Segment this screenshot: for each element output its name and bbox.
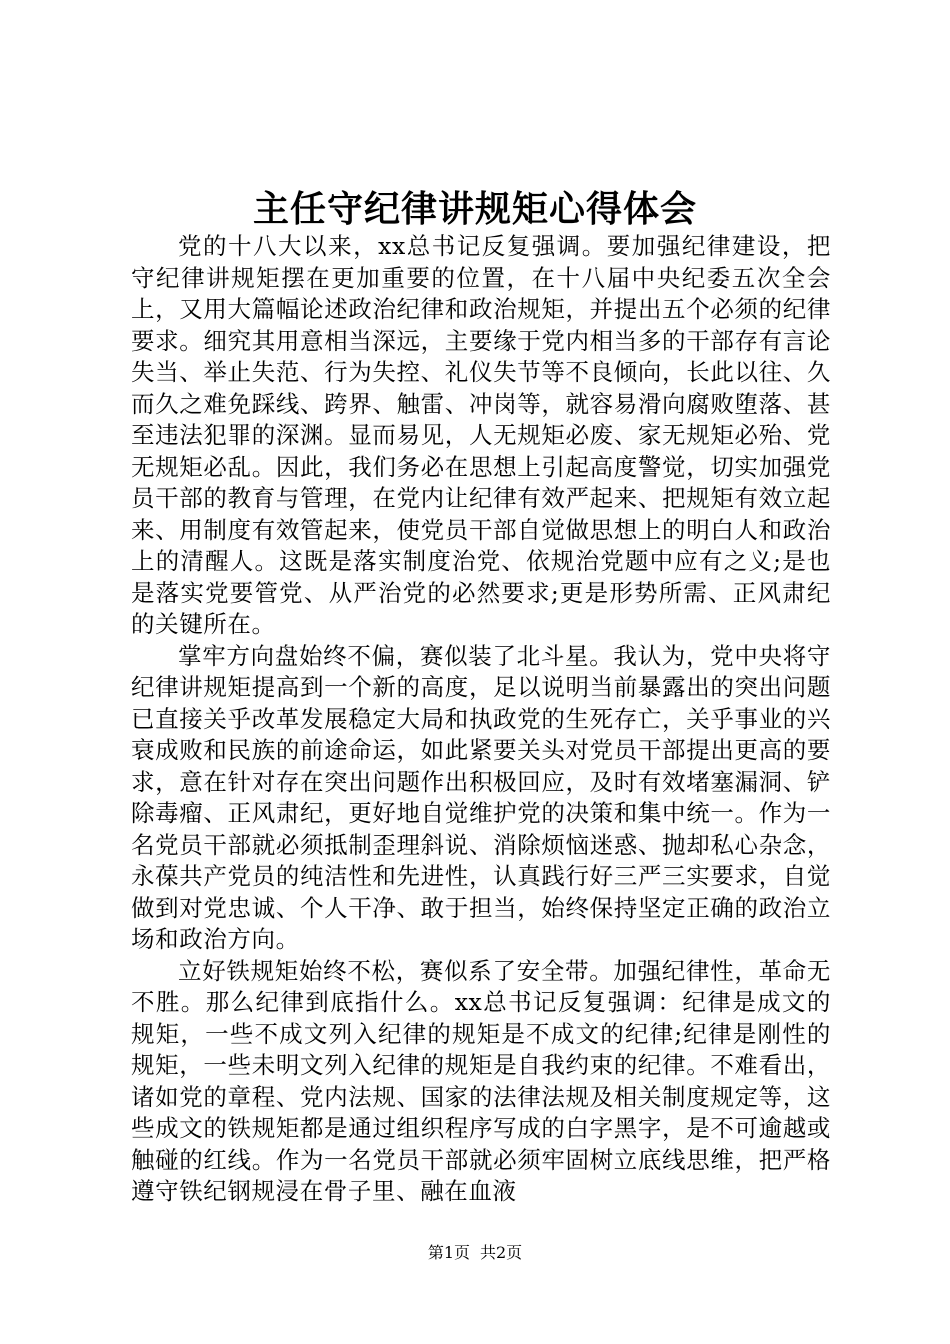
paragraph-2: 掌牢方向盘始终不偏，赛似装了北斗星。我认为，党中央将守纪律讲规矩提高到一个新的高度，足以说明当前暴露出的突出问题已直接关乎改革发展稳定大局和执政党的生死存亡，关乎事业的兴衰成败和民族的前途命运，如此紧要关头对党员干部提出更高的要求，意在针对存在突出问题作出积极回应，及时有效堵塞漏洞、铲除毒瘤、正风肃纪，更好地自觉维护党的决策和集中统一。作为一名党员干部就必须抵制歪理斜说、消除烦恼迷惑、抛却私心杂念，永葆共产党员的纯洁性和先进性，认真践行好三严三实要求，自觉做到对党忠诚、个人干净、敢于担当，始终保持坚定正确的政治立场和政治方向。	[131, 641, 831, 953]
page-number: 第1页	[427, 1243, 470, 1262]
document-body	[131, 231, 831, 1208]
page-footer	[0, 1242, 950, 1264]
paragraph-1: 党的十八大以来，xx总书记反复强调。要加强纪律建设，把守纪律讲规矩摆在更加重要的位置，在十八届中央纪委五次全会上，又用大篇幅论述政治纪律和政治规矩，并提出五个必须的纪律要求。细究其用意相当深远，主要缘于党内相当多的干部存有言论失当、举止失范、行为失控、礼仪失节等不良倾向，长此以往、久而久之难免踩线、跨界、触雷、冲岗等，就容易滑向腐败堕落、甚至违法犯罪的深渊。显而易见，人无规矩必废、家无规矩必殆、党无规矩必乱。因此，我们务必在思想上引起高度警觉，切实加强党员干部的教育与管理，在党内让纪律有效严起来、把规矩有效立起来、用制度有效管起来，使党员干部自觉做思想上的明白人和政治上的清醒人。这既是落实制度治党、依规治党题中应有之义;是也是落实党要管党、从严治党的必然要求;更是形势所需、正风肃纪的关键所在。	[131, 232, 831, 638]
page-total: 共2页	[480, 1243, 523, 1262]
paragraph-3: 立好铁规矩始终不松，赛似系了安全带。加强纪律性，革命无不胜。那么纪律到底指什么。xx总书记反复强调：纪律是成文的规矩，一些不成文列入纪律的规矩是不成文的纪律;纪律是刚性的规矩，一些未明文列入纪律的规矩是自我约束的纪律。不难看出，诸如党的章程、党内法规、国家的法律法规及相关制度规定等，这些成文的铁规矩都是通过组织程序写成的白字黑字，是不可逾越或触碰的红线。作为一名党员干部就必须牢固树立底线思维，把严格遵守铁纪钢规浸在骨子里、融在血液	[131, 956, 831, 1205]
document-title: 主任守纪律讲规矩心得体会	[252, 188, 697, 230]
